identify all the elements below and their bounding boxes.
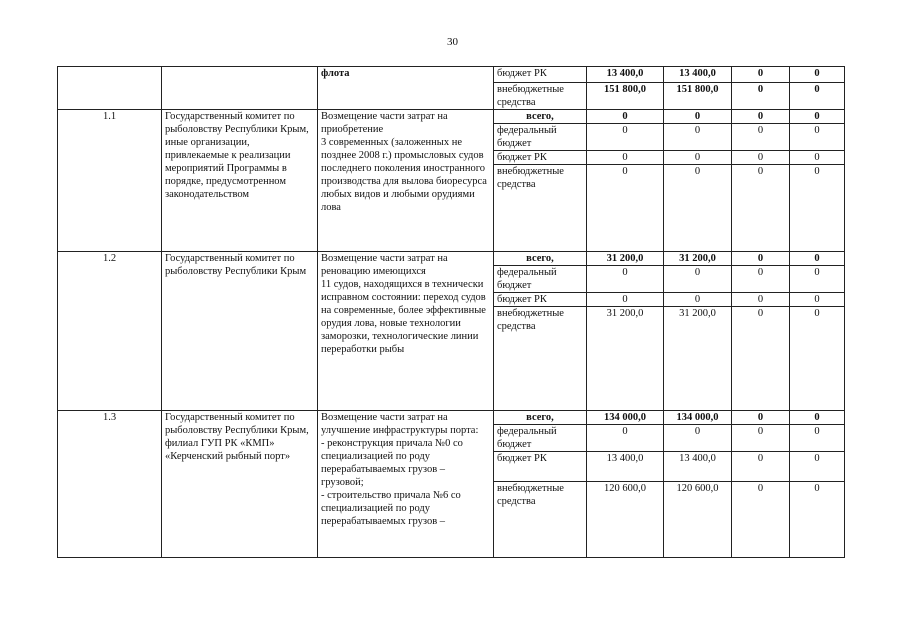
value-cell: 0 — [732, 252, 790, 266]
source-cell: внебюджетные средства — [494, 307, 587, 411]
source-cell: федеральный бюджет — [494, 266, 587, 293]
value-cell: 0 — [587, 110, 664, 124]
value-cell: 0 — [790, 83, 845, 110]
value-cell: 0 — [732, 151, 790, 165]
value-cell: 0 — [790, 252, 845, 266]
executor-cell: Государственный комитет по рыболовству Республики Крым — [162, 252, 318, 411]
value-cell: 0 — [664, 165, 732, 252]
num-cell — [58, 67, 162, 110]
page-number: 30 — [447, 36, 458, 48]
source-cell: бюджет РК — [494, 293, 587, 307]
value-cell: 31 200,0 — [587, 307, 664, 411]
value-cell: 0 — [790, 482, 845, 558]
description-cell: флота — [318, 67, 494, 110]
value-cell: 0 — [790, 110, 845, 124]
source-cell: федеральный бюджет — [494, 124, 587, 151]
source-cell: федеральный бюджет — [494, 425, 587, 452]
table-row — [58, 252, 845, 266]
executor-cell: Государственный комитет по рыболовству Республики Крым, иные организации, привлекаемые к реализации мероприятий Программы в порядке, предусмотренном законодательством — [162, 110, 318, 252]
value-cell: 0 — [790, 151, 845, 165]
source-cell: бюджет РК — [494, 452, 587, 482]
value-cell: 0 — [732, 83, 790, 110]
value-cell: 31 200,0 — [664, 307, 732, 411]
source-cell: всего, — [494, 110, 587, 124]
value-cell: 0 — [790, 411, 845, 425]
value-cell: 151 800,0 — [587, 83, 664, 110]
value-cell: 134 000,0 — [664, 411, 732, 425]
source-cell: внебюджетные средства — [494, 165, 587, 252]
value-cell: 0 — [732, 124, 790, 151]
value-cell: 13 400,0 — [587, 67, 664, 83]
source-cell: всего, — [494, 411, 587, 425]
value-cell: 0 — [664, 425, 732, 452]
source-cell: всего, — [494, 252, 587, 266]
value-cell: 0 — [790, 165, 845, 252]
value-cell: 0 — [790, 425, 845, 452]
value-cell: 0 — [790, 67, 845, 83]
value-cell: 0 — [664, 293, 732, 307]
value-cell: 151 800,0 — [664, 83, 732, 110]
value-cell: 0 — [790, 124, 845, 151]
value-cell: 120 600,0 — [664, 482, 732, 558]
value-cell: 0 — [732, 293, 790, 307]
value-cell: 13 400,0 — [664, 67, 732, 83]
num-cell: 1.1 — [58, 110, 162, 252]
value-cell: 0 — [790, 293, 845, 307]
source-cell: бюджет РК — [494, 67, 587, 83]
value-cell: 0 — [732, 482, 790, 558]
value-cell: 31 200,0 — [664, 252, 732, 266]
value-cell: 13 400,0 — [664, 452, 732, 482]
source-cell: внебюджетные средства — [494, 83, 587, 110]
value-cell: 0 — [587, 124, 664, 151]
table-row — [58, 411, 845, 425]
value-cell: 0 — [732, 425, 790, 452]
table-row — [58, 67, 845, 83]
value-cell: 120 600,0 — [587, 482, 664, 558]
num-cell: 1.2 — [58, 252, 162, 411]
value-cell: 31 200,0 — [587, 252, 664, 266]
description-cell: Возмещение части затрат на улучшение инфраструктуры порта: - реконструкция причала №0 со специализацией по роду перерабатываемых грузов – грузовой; - строительство причала №6 со специализацией по роду перерабатываемых грузов – — [318, 411, 494, 558]
value-cell: 0 — [664, 266, 732, 293]
value-cell: 0 — [732, 266, 790, 293]
value-cell: 0 — [664, 124, 732, 151]
value-cell: 0 — [664, 110, 732, 124]
value-cell: 0 — [732, 411, 790, 425]
value-cell: 0 — [790, 266, 845, 293]
value-cell: 0 — [664, 151, 732, 165]
executor-cell: Государственный комитет по рыболовству Республики Крым, филиал ГУП РК «КМП» «Керченский рыбный порт» — [162, 411, 318, 558]
value-cell: 0 — [587, 293, 664, 307]
source-cell: внебюджетные средства — [494, 482, 587, 558]
value-cell: 0 — [587, 151, 664, 165]
num-cell: 1.3 — [58, 411, 162, 558]
value-cell: 0 — [790, 307, 845, 411]
value-cell: 0 — [732, 110, 790, 124]
description-cell: Возмещение части затрат на приобретение 3 современных (заложенных не позднее 2008 г.) промысловых судов последнего поколения иностранного производства для вылова биоресурса любых видов и любыми орудиями лова — [318, 110, 494, 252]
value-cell: 0 — [732, 307, 790, 411]
value-cell: 0 — [587, 266, 664, 293]
value-cell: 0 — [732, 165, 790, 252]
value-cell: 0 — [732, 452, 790, 482]
description-cell: Возмещение части затрат на реновацию имеющихся 11 судов, находящихся в технически исправном состоянии: переход судов на современные, более эффективные орудия лова, новые технологии заморозки, технологические линии переработки рыбы — [318, 252, 494, 411]
program-table — [57, 66, 845, 558]
value-cell: 0 — [587, 425, 664, 452]
value-cell: 0 — [790, 452, 845, 482]
value-cell: 0 — [732, 67, 790, 83]
source-cell: бюджет РК — [494, 151, 587, 165]
executor-cell — [162, 67, 318, 110]
table-row — [58, 110, 845, 124]
value-cell: 13 400,0 — [587, 452, 664, 482]
value-cell: 134 000,0 — [587, 411, 664, 425]
value-cell: 0 — [587, 165, 664, 252]
